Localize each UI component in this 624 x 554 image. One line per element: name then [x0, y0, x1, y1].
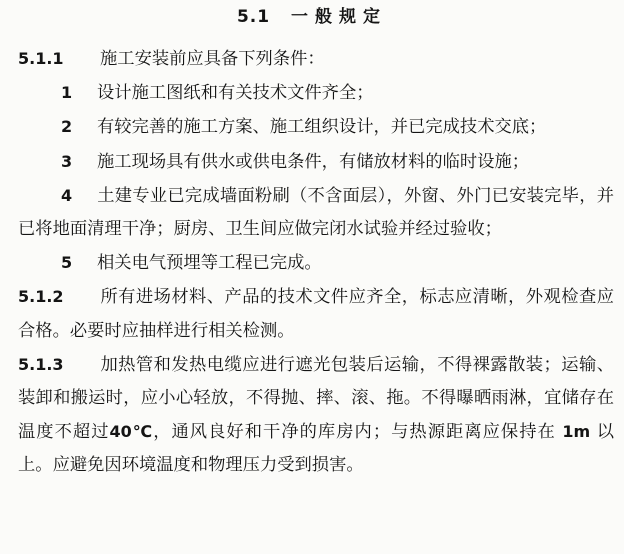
clause-text: 所有进场材料、产品的技术文件应齐全，标志应清晰，外观检查应合格。必要时应抽样进行相关检测。 [18, 287, 614, 341]
item-text: 有较完善的施工方案、施工组织设计，并已完成技术交底； [97, 117, 547, 138]
clause-text-part-2: ，通风良好和干净的库房内；与热源距离应保持在 [153, 422, 556, 443]
item-number: 4 [61, 185, 73, 205]
section-title: 一般规定 [291, 7, 388, 27]
section-body [0, 42, 624, 483]
list-item [0, 246, 624, 280]
list-item [0, 76, 624, 110]
clause-5-1-2 [0, 280, 624, 347]
item-number: 5 [61, 253, 73, 273]
clause-text: 施工安装前应具备下列条件： [100, 49, 325, 69]
temperature-value: 40℃ [109, 422, 154, 442]
clause-text-part-3: 以上。应避免因环境温度和物理压力受到损害。 [18, 422, 614, 476]
item-text: 相关电气预埋等工程已完成。 [97, 253, 322, 274]
distance-value: 1m [562, 422, 591, 442]
clause-number: 5.1.1 [18, 49, 64, 68]
list-item [0, 145, 624, 179]
clause-number: 5.1.2 [18, 287, 64, 307]
section-number: 5.1 [236, 7, 271, 27]
item-text: 施工现场具有供水或供电条件，有储放材料的临时设施； [97, 151, 530, 172]
item-number: 3 [61, 151, 73, 171]
clause-text-part-1: 加热管和发热电缆应进行遮光包装后运输，不得裸露散装；运输、装卸和搬运时，应小心轻放，不得抛、摔、滚、拖。不得曝晒雨淋，宜储存在温度不超过 [18, 354, 614, 443]
item-number: 1 [61, 83, 73, 103]
clause-number: 5.1.3 [18, 354, 64, 374]
clause-5-1-1 [0, 42, 624, 76]
item-text: 土建专业已完成墙面粉刷（不含面层），外窗、外门已安装完毕，并已将地面清理干净；厨房、卫生间应做完闭水试验并经过验收； [18, 185, 614, 240]
item-text: 设计施工图纸和有关技术文件齐全； [97, 83, 374, 104]
list-item [0, 110, 624, 144]
clause-5-1-3 [0, 348, 624, 483]
section-heading [0, 4, 624, 30]
item-number: 2 [61, 117, 73, 137]
list-item [0, 179, 624, 246]
